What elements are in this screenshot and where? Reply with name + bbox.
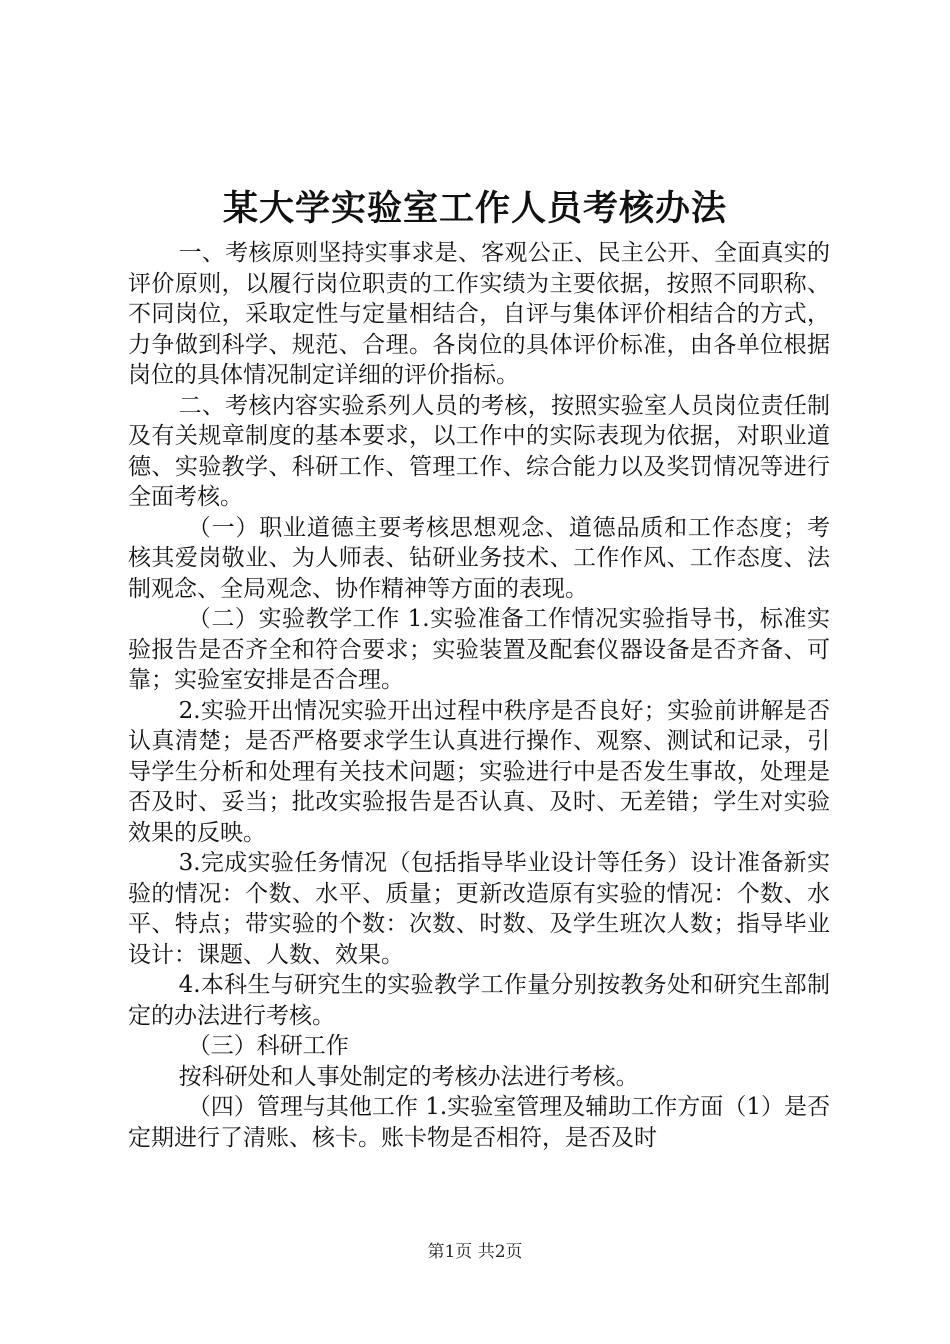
document-title: 某大学实验室工作人员考核办法: [222, 188, 727, 229]
paragraph-content: 二、考核内容实验系列人员的考核，按照实验室人员岗位责任制及有关规章制度的基本要求，以工作中的实际表现为依据，对职业道德、实验教学、科研工作、管理工作、综合能力以及奖罚情况等进行全面考核。: [128, 392, 830, 510]
paragraph-teaching-prep: （二）实验教学工作 1.实验准备工作情况实验指导书，标准实验报告是否齐全和符合要求；实验装置及配套仪器设备是否齐备、可靠；实验室安排是否合理。: [128, 606, 830, 693]
paragraph-ethics: （一）职业道德主要考核思想观念、道德品质和工作态度；考核其爱岗敬业、为人师表、钻研业务技术、工作作风、工作态度、法制观念、全局观念、协作精神等方面的表现。: [128, 514, 830, 602]
document-body: [128, 238, 830, 1153]
paragraph-principles: 一、考核原则坚持实事求是、客观公正、民主公开、全面真实的评价原则，以履行岗位职责的工作实绩为主要依据，按照不同职称、不同岗位，采取定性与定量相结合，自评与集体评价相结合的方式，力争做到科学、规范、合理。各岗位的具体评价标准，由各单位根据岗位的具体情况制定详细的评价指标。: [128, 240, 830, 388]
page-footer: 第1页 共2页: [427, 1242, 523, 1262]
paragraph-research-heading: （三）科研工作: [187, 1033, 349, 1059]
paragraph-teaching-run: 2.实验开出情况实验开出过程中秩序是否良好；实验前讲解是否认真清楚；是否严格要求学生认真进行操作、观察、测试和记录，引导学生分析和处理有关技术问题；实验进行中是否发生事故，处理是否及时、妥当；批改实验报告是否认真、及时、无差错；学生对实验效果的反映。: [128, 697, 830, 846]
paragraph-research-body: 按科研处和人事处制定的考核办法进行考核。: [178, 1063, 639, 1090]
paragraph-management: （四）管理与其他工作 1.实验室管理及辅助工作方面（1）是否定期进行了清账、核卡。账卡物是否相符，是否及时: [128, 1094, 830, 1151]
paragraph-workload: 4.本科生与研究生的实验教学工作量分别按教务处和研究生部制定的办法进行考核。: [128, 972, 830, 1029]
paragraph-teaching-tasks: 3.完成实验任务情况（包括指导毕业设计等任务）设计准备新实验的情况：个数、水平、质量；更新改造原有实验的情况：个数、水平、特点；带实验的个数：次数、时数、及学生班次人数；指导毕业设计：课题、人数、效果。: [128, 850, 830, 968]
